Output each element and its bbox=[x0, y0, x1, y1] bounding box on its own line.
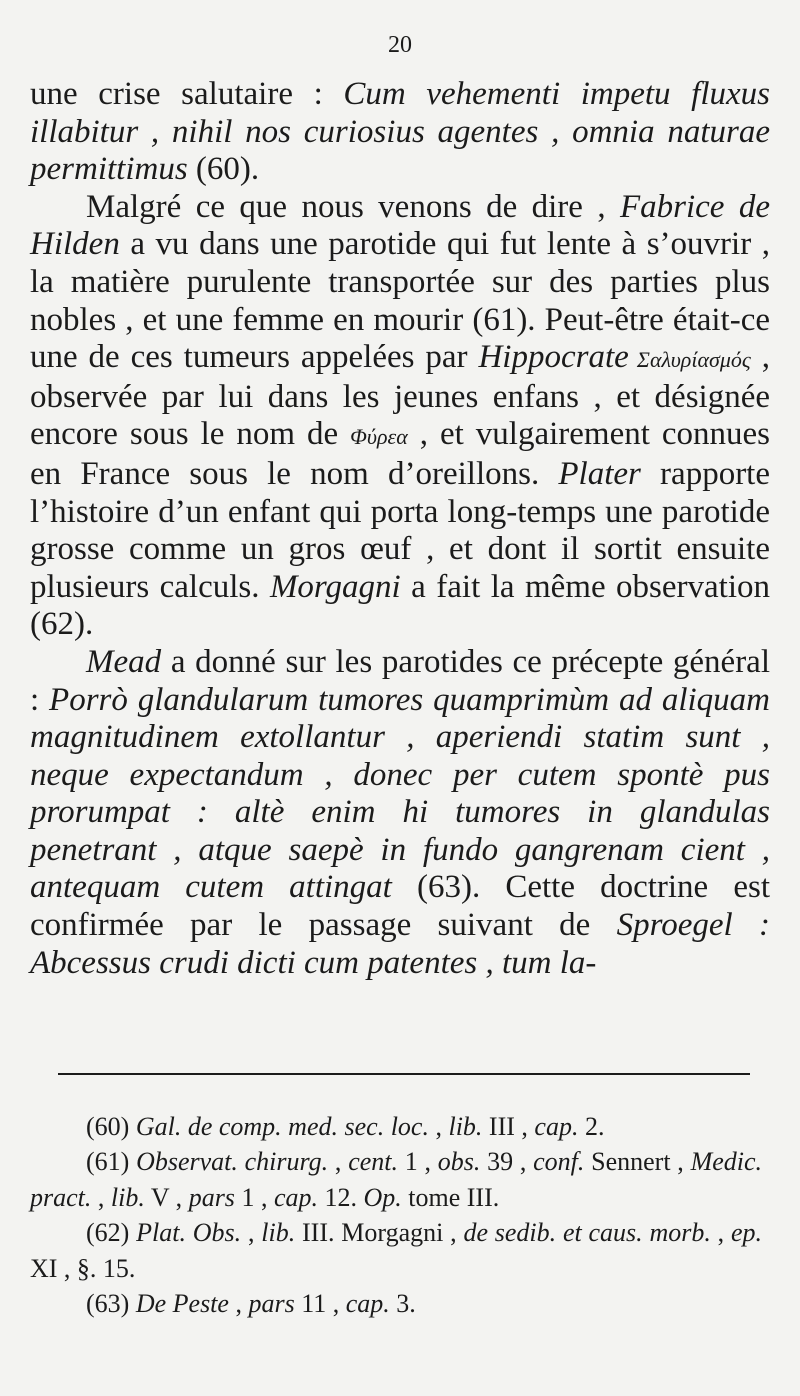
text-run: 12. bbox=[317, 1182, 364, 1212]
italic-text: lib. bbox=[448, 1112, 483, 1141]
italic-text: Abcessus crudi dicti cum patentes , tum la- bbox=[30, 944, 597, 981]
italic-text: Plater bbox=[558, 455, 641, 492]
text-run: a vu dans une parotide qui fut lente à s’ouvrir , la matière purulente transportée sur des parties plus nobles , et une femme en mourir (61). Peut-être était-ce une de ces tumeurs appelées par bbox=[30, 226, 770, 376]
italic-text: Porrò glandularum tumores quamprimùm ad aliquam magnitudinem extollantur , aperiendi statim sunt , neque expectandum , donec per cutem spontè pus prorumpat : altè enim hi tumores in glandulas penetrant , atque saepè in fundo gangrenam cient , antequam cutem attingat bbox=[30, 681, 771, 906]
text-run: Sennert , bbox=[584, 1147, 691, 1177]
text-run: 3. bbox=[389, 1289, 416, 1319]
greek-word: Φύρεα bbox=[350, 424, 408, 450]
text-run: 2. bbox=[578, 1112, 605, 1141]
paragraph bbox=[30, 189, 770, 644]
text-run: a fait la même observation (62). bbox=[30, 568, 771, 643]
text-run: , et vulgairement connues en France sous le nom d’oreillons. bbox=[30, 416, 771, 492]
footnote bbox=[30, 1286, 762, 1321]
italic-text: cap. bbox=[345, 1289, 390, 1319]
italic-text: Cum vehementi impetu fluxus illabitur , nihil nos curiosius agentes , omnia naturae permittimus bbox=[30, 76, 770, 188]
text-run: , observée par lui dans les jeunes enfans , et désignée encore sous le nom de bbox=[30, 339, 771, 453]
italic-text: conf. bbox=[533, 1147, 585, 1177]
paragraph bbox=[30, 644, 770, 982]
italic-text: Hippocrate bbox=[478, 339, 629, 376]
text-run: rapporte l’histoire d’un enfant qui porta long-temps une parotide grosse comme un gros œuf , et dont il sortit ensuite plusieurs calculs. bbox=[30, 455, 770, 605]
main-text bbox=[30, 76, 770, 982]
greek-word: Σαλυρίασμός bbox=[628, 347, 751, 373]
text-run: , bbox=[241, 1218, 262, 1248]
text-run: 1 , bbox=[398, 1147, 438, 1177]
text-run: (61) bbox=[86, 1147, 137, 1177]
text-run: (63) bbox=[86, 1289, 136, 1319]
text-run: 11 , bbox=[294, 1289, 346, 1319]
italic-text: cap. bbox=[273, 1182, 318, 1212]
text-run: (63). Cette doctrine est confirmée par le passage suivant de bbox=[30, 869, 770, 944]
italic-text: Morgagni bbox=[269, 568, 401, 605]
italic-text: De Peste bbox=[135, 1289, 229, 1319]
text-run: 1 , bbox=[234, 1182, 274, 1212]
italic-text: lib. bbox=[110, 1182, 145, 1212]
footnote bbox=[30, 1215, 762, 1286]
text-run: , bbox=[228, 1289, 249, 1319]
text-run: Malgré ce que nous venons de dire , bbox=[86, 188, 620, 225]
italic-text: pars bbox=[188, 1182, 235, 1212]
page-number: 20 bbox=[388, 32, 412, 58]
italic-text: obs. bbox=[437, 1147, 481, 1177]
italic-text: cap. bbox=[534, 1112, 579, 1141]
text-run: V , bbox=[144, 1182, 189, 1212]
text-run: III , bbox=[482, 1112, 535, 1141]
text-run: (62) bbox=[86, 1218, 137, 1248]
footnote-divider bbox=[58, 1073, 750, 1075]
italic-text: de sedib. et caus. morb. bbox=[463, 1218, 711, 1248]
italic-text: Sproegel : bbox=[616, 907, 770, 944]
italic-text: Plat. Obs. bbox=[136, 1218, 242, 1248]
italic-text: cent. bbox=[348, 1147, 398, 1177]
italic-text: Fabrice de Hilden bbox=[30, 188, 770, 263]
paragraph bbox=[30, 76, 770, 189]
italic-text: Mead bbox=[86, 643, 162, 680]
italic-text: Op. bbox=[363, 1182, 402, 1212]
italic-text: pars bbox=[248, 1289, 295, 1319]
text-run: , bbox=[710, 1218, 731, 1248]
text-run: (60). bbox=[187, 151, 260, 188]
italic-text: lib. bbox=[261, 1218, 296, 1248]
footnote bbox=[30, 1109, 762, 1144]
text-run: une crise salutaire : bbox=[30, 76, 344, 112]
text-run: a donné sur les parotides ce précepte général : bbox=[30, 643, 770, 718]
italic-text: Gal. de comp. med. sec. loc. bbox=[135, 1112, 429, 1141]
text-run: , bbox=[328, 1147, 349, 1177]
text-run: , bbox=[428, 1112, 449, 1141]
text-run: 39 , bbox=[480, 1147, 534, 1177]
footnote bbox=[30, 1144, 762, 1215]
text-run: (60) bbox=[86, 1112, 136, 1141]
italic-text: Observat. chirurg. bbox=[136, 1147, 329, 1177]
text-run: tome III. bbox=[401, 1182, 500, 1212]
text-run: , bbox=[91, 1182, 111, 1212]
italic-text: ep. bbox=[730, 1218, 762, 1248]
footnotes bbox=[30, 1109, 762, 1321]
text-run: XI , §. 15. bbox=[30, 1253, 136, 1283]
text-run: III. Morgagni , bbox=[295, 1218, 464, 1248]
italic-text: Medic. pract. bbox=[30, 1147, 763, 1212]
